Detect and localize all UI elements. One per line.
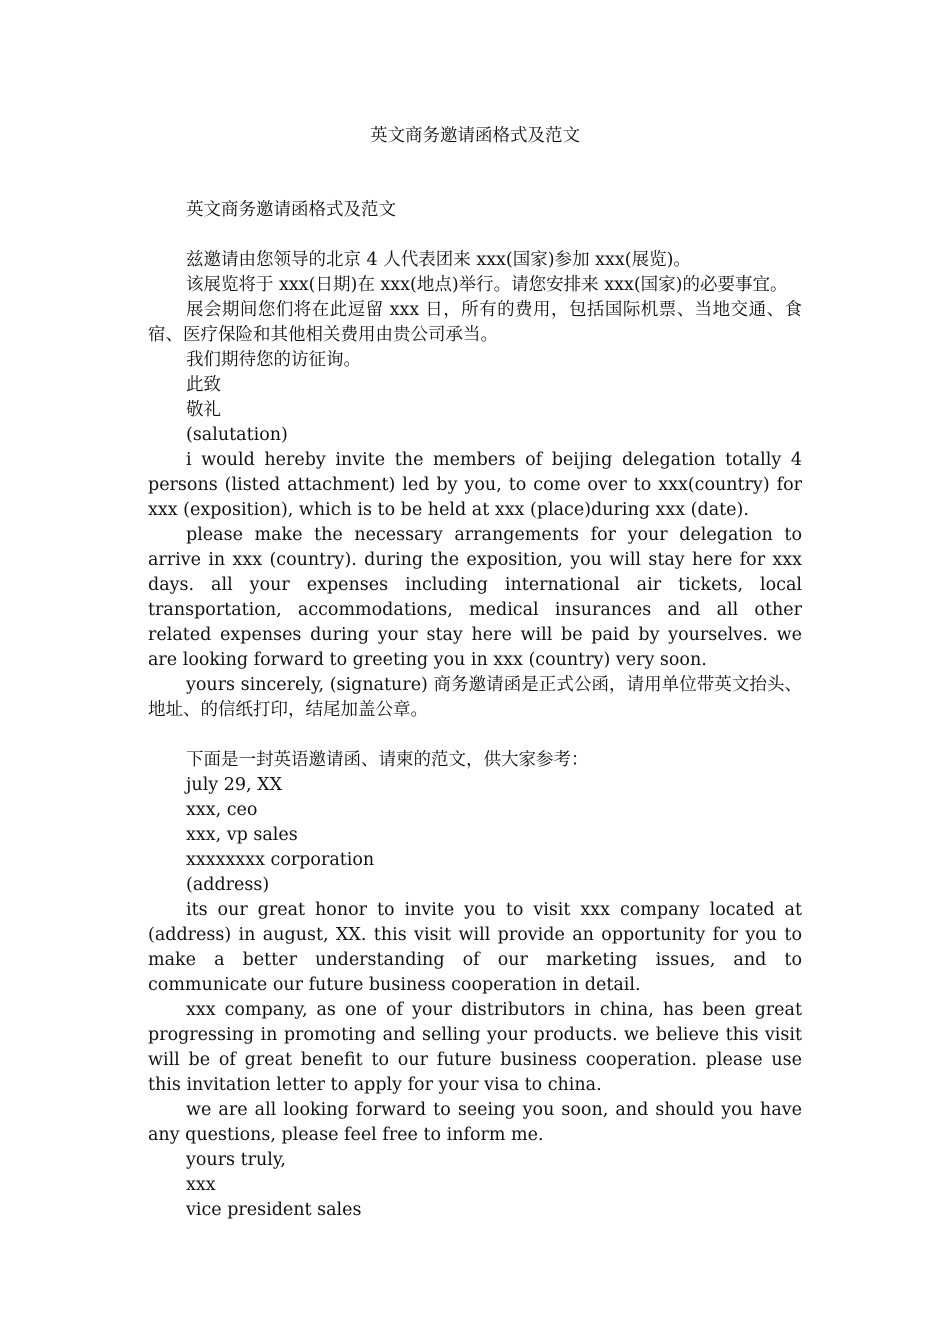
document-body [148,198,802,1223]
paragraph: please make the necessary arrangements for your delegation to arrive in xxx (country). during the exposition, you will stay here for xxx days. all your expenses including international air tickets, local transportation, accommodations, medical insurances and all other related expenses during your stay here will be paid by yourselves. we are looking forward to greeting you in xxx (country) very soon. [148,525,802,670]
paragraph: xxx company, as one of your distributors in china, has been great progressing in promoting and selling your products. we believe this visit will be of great benefit to our future business cooperation. please use this invitation letter to apply for your visa to china. [148,1000,802,1095]
paragraph: xxxxxxxx corporation [186,850,375,870]
paragraph: 我们期待您的访征询。 [186,350,361,370]
paragraph: i would hereby invite the members of beijing delegation totally 4 persons (listed attachment) led by you, to come over to xxx(country) for xxx (exposition), which is to be held at xxx (place)during xxx (date). [148,450,802,520]
paragraph: 英文商务邀请函格式及范文 [186,200,396,220]
paragraph-spacer [148,723,802,748]
paragraph: (address) [186,875,270,895]
paragraph: 此致 [186,375,221,395]
paragraph: xxx, vp sales [186,825,298,845]
paragraph: 展会期间您们将在此逗留 xxx 日，所有的费用，包括国际机票、当地交通、食宿、医疗保险和其他相关费用由贵公司承当。 [148,300,802,345]
paragraph: yours sincerely, (signature) 商务邀请函是正式公函，请用单位带英文抬头、地址、的信纸打印，结尾加盖公章。 [148,675,802,720]
paragraph: 敬礼 [186,400,221,420]
paragraph: july 29, XX [186,775,283,795]
paragraph: 下面是一封英语邀请函、请柬的范文，供大家参考： [186,750,589,770]
page-title: 英文商务邀请函格式及范文 [370,126,580,146]
paragraph: vice president sales [186,1200,362,1220]
paragraph: 该展览将于 xxx(日期)在 xxx(地点)举行。请您安排来 xxx(国家)的必要事宜。 [186,275,788,295]
paragraph: we are all looking forward to seeing you soon, and should you have any questions, please feel free to inform me. [148,1100,802,1145]
paragraph: xxx [186,1175,216,1195]
paragraph: 兹邀请由您领导的北京 4 人代表团来 xxx(国家)参加 xxx(展览)。 [186,250,691,270]
paragraph: (salutation) [186,425,288,445]
paragraph-spacer [148,223,802,248]
paragraph: xxx, ceo [186,800,258,820]
paragraph: its our great honor to invite you to visit xxx company located at (address) in august, XX. this visit will provide an opportunity for you to make a better understanding of our marketing issues, and to communicate our future business cooperation in detail. [148,900,802,995]
paragraph: yours truly, [186,1150,286,1170]
